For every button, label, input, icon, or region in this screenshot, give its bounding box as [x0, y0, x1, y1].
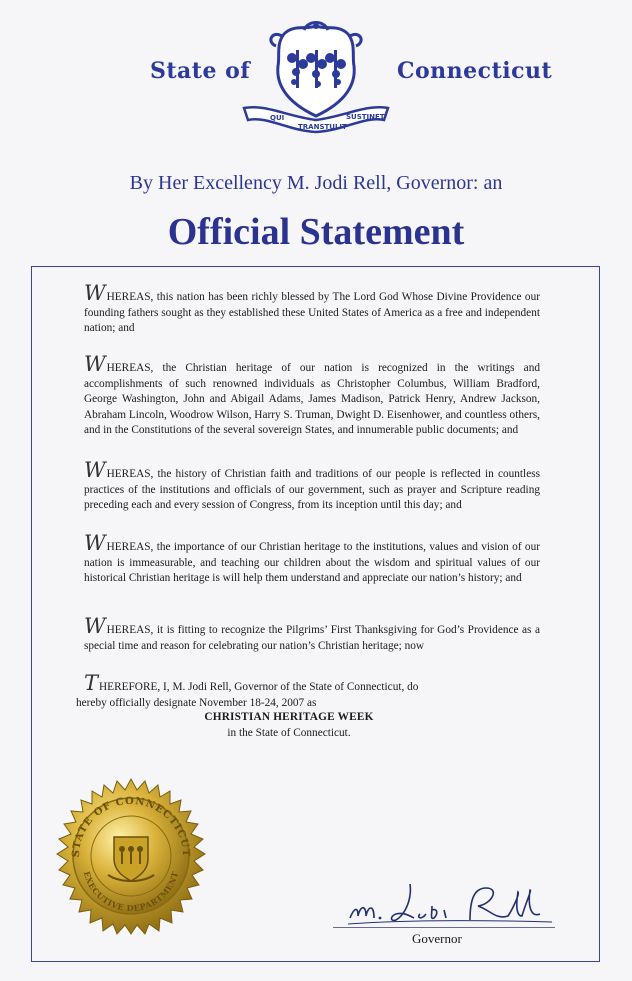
svg-text:STATE OF CONNECTICUT: STATE OF CONNECTICUT [70, 795, 192, 858]
connecticut-heading: Connecticut [397, 58, 553, 84]
connecticut-crest-icon [236, 20, 396, 140]
gold-seal-icon [52, 777, 210, 935]
whereas-paragraph-3 [84, 458, 540, 514]
paragraph-text: HEREAS, the importance of our Christian heritage to the institutions, values and vision of our nation is immeasurable, and teaching our children about the wisdom and spiritual values of our historical Christian heritage is will help them understand and appreciate our nation’s history; and [84, 541, 540, 585]
drop-cap: W [84, 458, 106, 482]
whereas-paragraph-4 [84, 531, 540, 587]
governor-signature-icon [340, 880, 560, 930]
drop-cap: W [84, 281, 106, 305]
paragraph-text: HEREAS, this nation has been richly blessed by The Lord God Whose Divine Providence our founding fathers sought as they established these United States of America as a free and independent nation; and [84, 291, 540, 335]
drop-cap: W [84, 614, 106, 638]
paragraph-text: HEREAS, it is fitting to recognize the Pilgrims’ First Thanksgiving for God’s Providence as a special time and reason for celebrating our nation’s Christian heritage; now [84, 624, 540, 652]
paragraph-text: HEREAS, the Christian heritage of our nation is recognized in the writings and accomplishments of such renowned individuals as Christopher Columbus, William Bradford, George Washington, John and Abigail Adams, James Madison, Patrick Henry, Andrew Jackson, Abraham Lincoln, Woodrow Wilson, Harry S. Truman, Dwight D. Eisenhower, and countless others, and in the Constitutions of the several sovereign States, and innumerable public documents; and [84, 362, 540, 437]
heritage-week-title: CHRISTIAN HERITAGE WEEK [204, 711, 374, 723]
svg-text:EXECUTIVE DEPARTMENT: EXECUTIVE DEPARTMENT [81, 870, 181, 914]
therefore-line-1: HEREFORE, I, M. Jodi Rell, Governor of the State of Connecticut, do [99, 681, 419, 693]
drop-cap: W [84, 531, 106, 555]
state-of-heading: State of [150, 58, 251, 84]
svg-text:QUI: QUI [270, 114, 285, 122]
governor-label: Governor [412, 931, 462, 946]
drop-cap: T [84, 671, 99, 695]
therefore-line-2: hereby officially designate November 18-24, 2007 as [76, 696, 317, 709]
whereas-paragraph-2 [84, 352, 540, 439]
signature-line [333, 927, 555, 928]
whereas-paragraph-1 [84, 281, 540, 337]
byline: By Her Excellency M. Jodi Rell, Governor: an [129, 172, 503, 194]
drop-cap: W [84, 352, 106, 376]
paragraph-text: HEREAS, the history of Christian faith and traditions of our people is reflected in countless practices of the institutions and officials of our government, such as prayer and Scripture reading preceding each and every session of Congress, from its inception until this day; and [84, 468, 540, 512]
page-title: Official Statement [167, 211, 465, 253]
svg-text:TRANSTULIT: TRANSTULIT [298, 123, 347, 131]
svg-text:SUSTINET: SUSTINET [346, 113, 385, 121]
whereas-paragraph-5 [84, 614, 540, 654]
in-state-line: in the State of Connecticut. [227, 727, 351, 739]
therefore-paragraph [76, 671, 540, 711]
